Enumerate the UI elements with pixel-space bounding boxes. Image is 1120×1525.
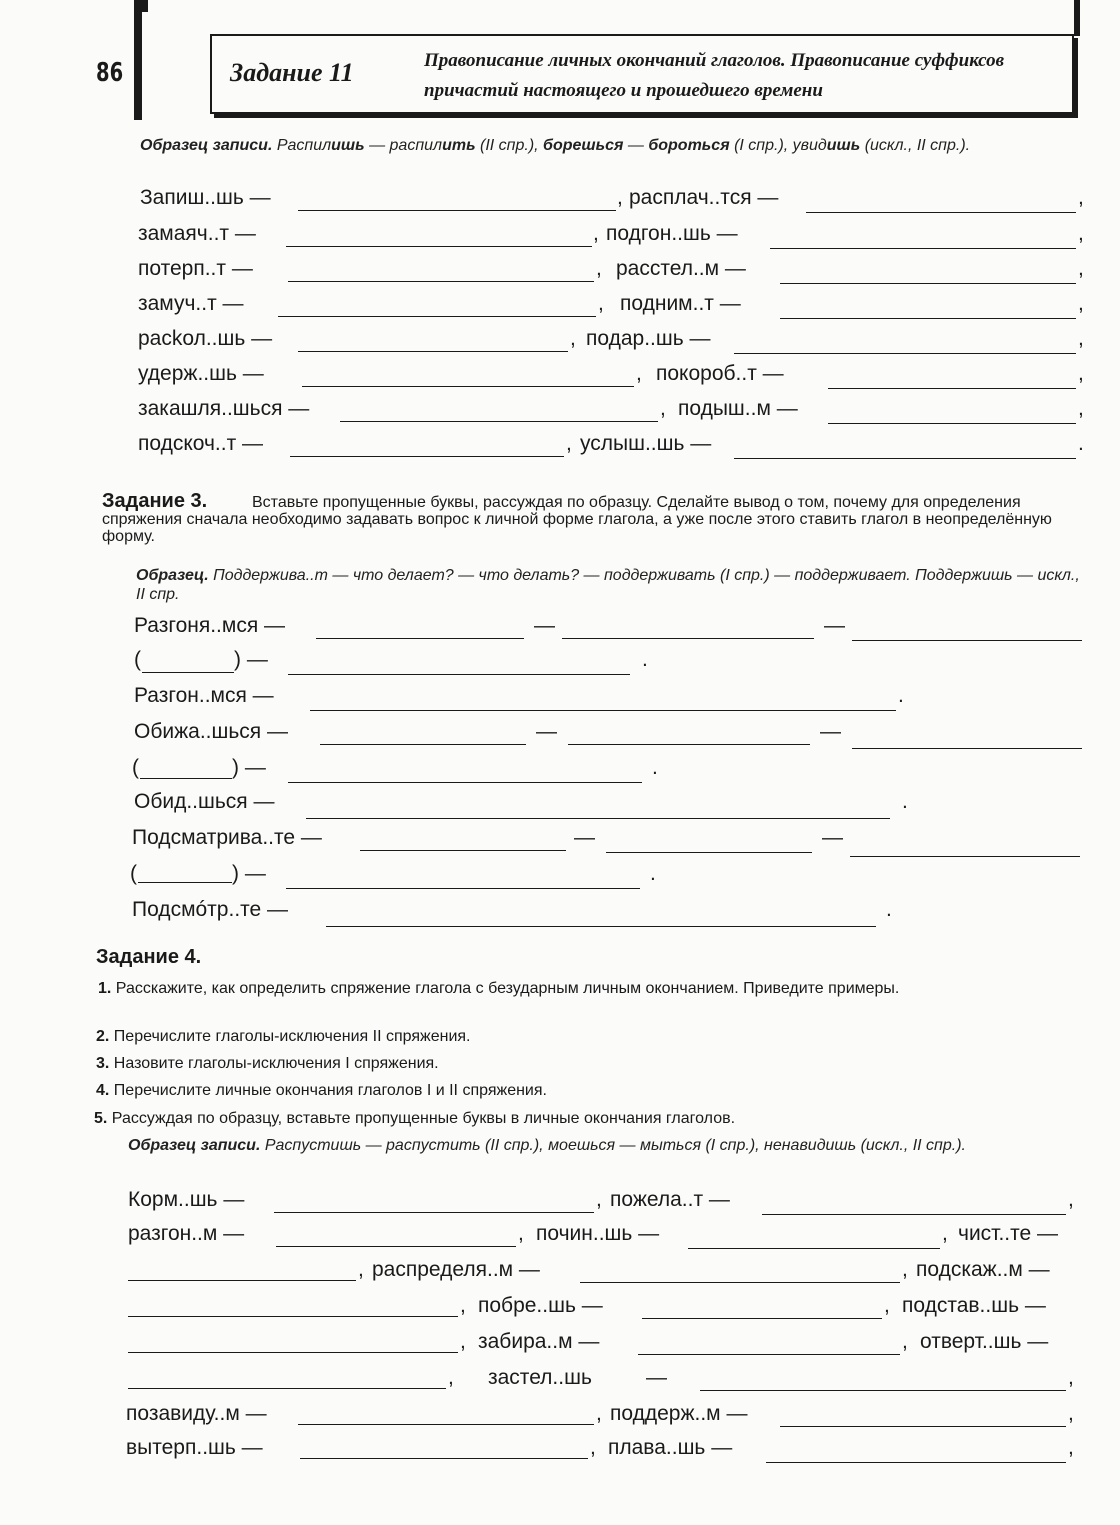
answer-line[interactable]: [306, 818, 890, 819]
answer-line[interactable]: [326, 926, 876, 927]
dash: —: [574, 826, 595, 849]
item-number: 4.: [96, 1082, 110, 1099]
task-4-item: [96, 1055, 439, 1072]
word: побре..шь —: [478, 1294, 603, 1317]
word-left: удерж..шь —: [138, 362, 264, 385]
exercise-row: [0, 862, 1120, 896]
answer-line[interactable]: [766, 1462, 1066, 1463]
answer-line[interactable]: [568, 744, 810, 745]
word: пожела..т —: [610, 1188, 730, 1211]
answer-line[interactable]: [298, 210, 616, 211]
answer-line[interactable]: [278, 316, 596, 317]
dash: —: [534, 614, 555, 637]
header-box: [210, 34, 1074, 114]
page-edge-bar: [1074, 0, 1080, 36]
verb-form: Обижа..шься —: [134, 720, 288, 743]
word-right: подним..т —: [620, 292, 741, 315]
exercise-row: [0, 614, 1120, 648]
verb-form: Подсматрива..те —: [132, 826, 322, 849]
exercise-row: [0, 1294, 1120, 1328]
word-right: покороб..т —: [656, 362, 784, 385]
open-paren: (: [130, 862, 137, 885]
period: .: [650, 862, 656, 885]
exercise-row: [0, 648, 1120, 682]
exercise-row: [0, 362, 1120, 396]
header-task-label: Задание 11: [230, 58, 354, 87]
comma: ,: [902, 1330, 908, 1353]
exercise-row: [0, 790, 1120, 824]
comma: ,: [593, 222, 599, 245]
word: Корм..шь —: [128, 1188, 245, 1211]
sample-4: [128, 1136, 1078, 1155]
answer-line[interactable]: [310, 710, 896, 711]
exercise-row: [0, 1402, 1120, 1436]
answer-line[interactable]: [316, 638, 524, 639]
sample-1-part: (I спр.),: [729, 137, 793, 154]
item-number: 5.: [94, 1110, 108, 1127]
answer-line[interactable]: [302, 386, 634, 387]
answer-line[interactable]: [734, 458, 1076, 459]
answer-line[interactable]: [734, 353, 1076, 354]
item-number: 2.: [96, 1028, 110, 1045]
exercise-row: [0, 292, 1120, 326]
sample-1-label: Образец записи.: [140, 137, 273, 154]
comma: ,: [942, 1222, 948, 1245]
task-4-heading: Задание 4.: [96, 946, 202, 968]
sample-1-part: бороться: [648, 137, 730, 154]
open-paren: (: [132, 756, 139, 779]
answer-line[interactable]: [780, 1426, 1066, 1427]
header-title: Правописание личных окончаний глаголов. Правописание суффиксов причастий настоящего и прошедшего времени: [424, 50, 1005, 101]
page-number: 86: [96, 58, 124, 88]
comma: ,: [598, 292, 604, 315]
answer-line[interactable]: [562, 638, 814, 639]
page-spine-bar: [134, 0, 142, 120]
word-left: подскоч..т —: [138, 432, 264, 455]
comma: ,: [1078, 362, 1084, 385]
word: чист..те —: [958, 1222, 1059, 1245]
dash: —: [820, 720, 841, 743]
answer-line[interactable]: [128, 1280, 356, 1281]
answer-line[interactable]: [298, 1424, 594, 1425]
word: подстав..шь —: [902, 1294, 1046, 1317]
answer-line[interactable]: [298, 351, 568, 352]
answer-line[interactable]: [852, 748, 1082, 749]
comma: ,: [884, 1294, 890, 1317]
word-right: подгон..шь —: [606, 222, 738, 245]
answer-line[interactable]: [828, 423, 1076, 424]
period: .: [642, 648, 648, 671]
word-left: закашля..шься —: [138, 397, 310, 420]
verb-form: Разгон..мся —: [134, 684, 274, 707]
sample-1-part: ишь: [331, 137, 365, 154]
comma: ,: [596, 1402, 602, 1425]
word-right: подыш..м —: [678, 397, 798, 420]
comma: ,: [902, 1258, 908, 1281]
comma: ,: [660, 397, 666, 420]
comma: ,: [596, 1188, 602, 1211]
sample-1-part: ить: [442, 137, 476, 154]
answer-line[interactable]: [642, 1318, 882, 1319]
task-4-item: [94, 1110, 735, 1127]
answer-line[interactable]: [286, 246, 592, 247]
dash: —: [822, 826, 843, 849]
answer-line[interactable]: [274, 1212, 594, 1213]
word-right: расстел..м —: [616, 257, 746, 280]
answer-line[interactable]: [852, 640, 1082, 641]
word: подскаж..м —: [916, 1258, 1050, 1281]
comma: ,: [1068, 1436, 1074, 1459]
sample-3-label: Образец.: [136, 567, 209, 584]
word-left: замаяч..т —: [138, 222, 256, 245]
word-left: замуч..т —: [138, 292, 244, 315]
word: вытерп..шь —: [126, 1436, 263, 1459]
word: разгон..м —: [128, 1222, 245, 1245]
verb-form: Разгоня..мся —: [134, 614, 286, 637]
dash: —: [824, 614, 845, 637]
sample-3-text: Поддержива..т — что делает? — что делать? — поддерживать (I спр.) — поддерживает. Поддержишь — искл., II спр.: [136, 567, 1080, 603]
word: позавиду..м —: [126, 1402, 267, 1425]
answer-line[interactable]: [780, 283, 1076, 284]
comma: ,: [1078, 327, 1084, 350]
word-right: подар..шь —: [586, 327, 711, 350]
exercise-row: [0, 826, 1120, 860]
task-4-item: [96, 1028, 471, 1045]
answer-line[interactable]: [638, 1354, 900, 1355]
exercise-row: [0, 432, 1120, 466]
comma: ,: [636, 362, 642, 385]
answer-line[interactable]: [340, 421, 658, 422]
sample-1-part: (II спр.),: [475, 137, 544, 154]
answer-line[interactable]: [850, 856, 1080, 857]
exercise-row: [0, 1222, 1120, 1256]
verb-form: Обид..шься —: [134, 790, 275, 813]
sample-1-part: ишь: [826, 137, 861, 154]
answer-line[interactable]: [320, 744, 526, 745]
exercise-row: [0, 1188, 1120, 1222]
sample-1-part: увид: [792, 137, 827, 154]
exercise-row: [0, 684, 1120, 718]
answer-line[interactable]: [300, 1458, 588, 1459]
answer-line[interactable]: [580, 1282, 900, 1283]
answer-line[interactable]: [288, 782, 642, 783]
word-right: расплач..тся —: [629, 186, 779, 209]
word: плава..шь —: [608, 1436, 733, 1459]
comma: ,: [1068, 1366, 1074, 1389]
sample-1-part: (искл., II спр.).: [860, 137, 971, 154]
task-3-text: Вставьте пропущенные буквы, рассуждая по образцу. Сделайте вывод о том, почему для определения спряжения сначала необходимо задавать вопрос к личной форме глагола, а уже после этого ставить глагол в неопределённую форму.: [102, 494, 1052, 545]
period: .: [1078, 432, 1084, 455]
exercise-row: [0, 397, 1120, 431]
conjugation-blank[interactable]: [142, 672, 234, 673]
comma: ,: [448, 1366, 454, 1389]
answer-line[interactable]: [128, 1316, 458, 1317]
word: застел..шь: [488, 1366, 592, 1389]
dash: —: [536, 720, 557, 743]
answer-line[interactable]: [762, 1214, 1066, 1215]
sample-1-part: Распил: [272, 137, 332, 154]
exercise-row: [0, 1330, 1120, 1364]
answer-line[interactable]: [128, 1388, 446, 1389]
comma: ,: [460, 1330, 466, 1353]
answer-line[interactable]: [770, 248, 1076, 249]
exercise-row: [0, 756, 1120, 790]
conjugation-blank[interactable]: [138, 882, 232, 883]
dash: —: [646, 1366, 667, 1389]
period: .: [886, 898, 892, 921]
sample-1-part: борешься: [543, 137, 624, 154]
comma: ,: [460, 1294, 466, 1317]
comma: ,: [570, 327, 576, 350]
exercise-row: [0, 327, 1120, 361]
comma: ,: [518, 1222, 524, 1245]
task-4-item: [98, 980, 1082, 997]
comma: ,: [1078, 397, 1084, 420]
task-4-item: [96, 1082, 547, 1099]
comma: ,: [596, 257, 602, 280]
comma: ,: [1078, 222, 1084, 245]
period: .: [898, 684, 904, 707]
answer-line[interactable]: [128, 1352, 458, 1353]
sample-4-text: Распустишь — распустить (II спр.), моешься — мыться (I спр.), ненавидишь (искл., II спр.).: [260, 1137, 966, 1154]
exercise-row: [0, 222, 1120, 256]
exercise-row: [0, 1258, 1120, 1292]
answer-line[interactable]: [780, 318, 1076, 319]
item-number: 3.: [96, 1055, 110, 1072]
sample-1: [140, 136, 1085, 155]
answer-line[interactable]: [828, 388, 1076, 389]
comma: ,: [617, 186, 623, 209]
word: почин..шь —: [536, 1222, 660, 1245]
answer-line[interactable]: [276, 1246, 516, 1247]
word-left: потерп..т —: [138, 257, 253, 280]
sample-4-label: Образец записи.: [128, 1137, 261, 1154]
open-paren: (: [134, 648, 141, 671]
comma: ,: [1068, 1188, 1074, 1211]
word: распределя..м —: [372, 1258, 540, 1281]
exercise-row: [0, 186, 1120, 220]
comma: ,: [358, 1258, 364, 1281]
task-3-heading: Задание 3.: [102, 490, 208, 512]
top-rule: [142, 0, 148, 12]
answer-line[interactable]: [288, 281, 594, 282]
close-paren: ) —: [234, 648, 268, 671]
period: .: [902, 790, 908, 813]
exercise-row: [0, 720, 1120, 754]
close-paren: ) —: [232, 862, 266, 885]
answer-line[interactable]: [700, 1390, 1066, 1391]
item-number: 1.: [98, 980, 112, 997]
sample-1-part: —: [623, 137, 649, 154]
word-right: услыш..шь —: [580, 432, 712, 455]
comma: ,: [1068, 1402, 1074, 1425]
comma: ,: [1078, 257, 1084, 280]
comma: ,: [566, 432, 572, 455]
item-text: Перечислите глаголы-исключения II спряжения.: [113, 1028, 471, 1045]
item-text: Перечислите личные окончания глаголов I и II спряжения.: [113, 1082, 547, 1099]
answer-line[interactable]: [290, 456, 564, 457]
sample-3: [136, 566, 1084, 604]
exercise-row: [0, 1436, 1120, 1470]
conjugation-blank[interactable]: [140, 778, 232, 779]
item-text: Назовите глаголы-исключения I спряжения.: [113, 1055, 439, 1072]
word-left: расkол..шь —: [138, 327, 273, 350]
period: .: [652, 756, 658, 779]
comma: ,: [590, 1436, 596, 1459]
answer-line[interactable]: [288, 674, 630, 675]
exercise-row: [0, 1366, 1120, 1400]
exercise-row: [0, 257, 1120, 291]
answer-line[interactable]: [806, 212, 1076, 213]
close-paren: ) —: [232, 756, 266, 779]
answer-line[interactable]: [688, 1248, 940, 1249]
word: поддерж..м —: [610, 1402, 748, 1425]
answer-line[interactable]: [606, 852, 812, 853]
comma: ,: [1078, 186, 1084, 209]
exercise-row: [0, 898, 1120, 932]
answer-line[interactable]: [360, 850, 566, 851]
item-text: Рассуждая по образцу, вставьте пропущенные буквы в личные окончания глаголов.: [111, 1110, 736, 1127]
word: забира..м —: [478, 1330, 600, 1353]
word: отверт..шь —: [920, 1330, 1049, 1353]
item-text: Расскажите, как определить спряжение глагола с безударным личным окончанием. Приведите примеры.: [115, 980, 900, 997]
verb-form: Подсмóтр..те —: [132, 898, 289, 921]
comma: ,: [1078, 292, 1084, 315]
word-left: Запиш..шь —: [140, 186, 271, 209]
answer-line[interactable]: [286, 888, 640, 889]
sample-1-part: — распил: [364, 137, 443, 154]
